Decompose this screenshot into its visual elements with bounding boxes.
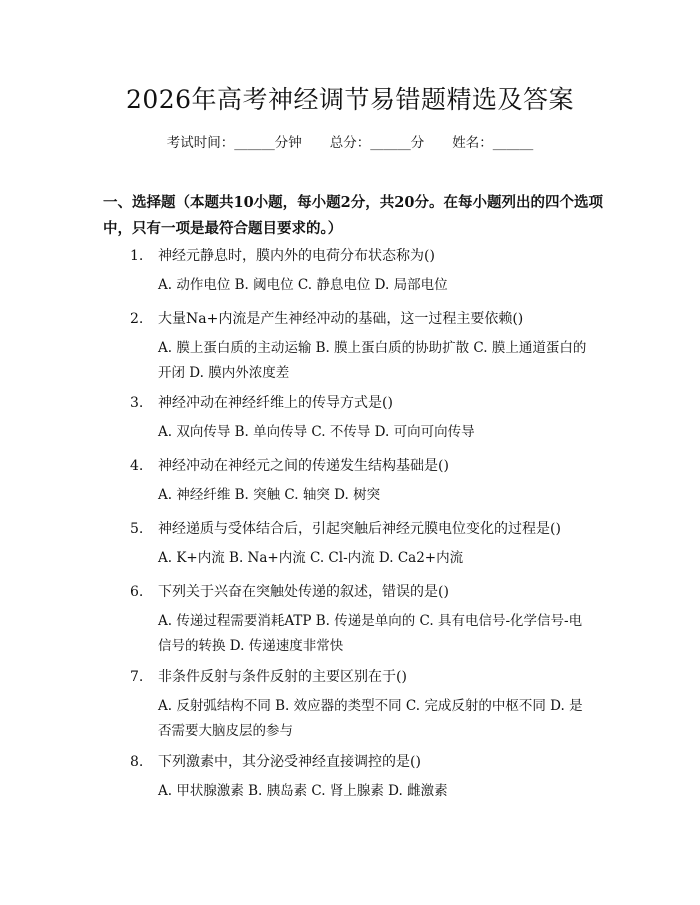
question-5 bbox=[130, 518, 561, 538]
options-text: A. 甲状腺激素 B. 胰岛素 C. 肾上腺素 D. 雌激素 bbox=[158, 783, 448, 799]
question-5-options bbox=[103, 546, 595, 571]
options-text: A. 膜上蛋白质的主动运输 B. 膜上蛋白质的协助扩散 C. 膜上通道蛋白的开闭 D. 膜内外浓度差 bbox=[158, 340, 587, 381]
question-text: 下列激素中，其分泌受神经直接调控的是() bbox=[158, 754, 421, 770]
question-number: 7. bbox=[130, 669, 144, 685]
options-text: A. K+内流 B. Na+内流 C. Cl-内流 D. Ca2+内流 bbox=[158, 550, 464, 566]
question-number: 4. bbox=[130, 458, 144, 474]
page-title: 2026年高考神经调节易错题精选及答案 bbox=[125, 85, 575, 114]
question-text: 神经冲动在神经纤维上的传导方式是() bbox=[158, 395, 393, 411]
exam-meta bbox=[0, 131, 700, 151]
options-text: A. 双向传导 B. 单向传导 C. 不传导 D. 可向可向传导 bbox=[158, 424, 475, 440]
question-7 bbox=[130, 666, 407, 686]
question-6-options bbox=[103, 609, 595, 659]
options-text: A. 反射弧结构不同 B. 效应器的类型不同 C. 完成反射的中枢不同 D. 是否需要大脑皮层的参与 bbox=[158, 698, 583, 739]
question-2-options bbox=[103, 336, 595, 386]
question-text: 下列关于兴奋在突触处传递的叙述，错误的是() bbox=[158, 584, 449, 600]
question-number: 3. bbox=[130, 395, 144, 411]
question-number: 8. bbox=[130, 754, 144, 770]
question-text: 神经元静息时，膜内外的电荷分布状态称为() bbox=[158, 248, 435, 264]
question-text: 非条件反射与条件反射的主要区别在于() bbox=[158, 669, 407, 685]
student-name-field: 姓名：______ bbox=[452, 135, 534, 151]
question-6 bbox=[130, 581, 449, 601]
question-7-options bbox=[103, 694, 595, 744]
question-2 bbox=[130, 308, 523, 328]
question-4-options bbox=[103, 483, 595, 508]
question-text: 大量Na+内流是产生神经冲动的基础，这一过程主要依赖() bbox=[158, 311, 524, 327]
question-number: 1. bbox=[130, 248, 144, 264]
options-text: A. 传递过程需要消耗ATP B. 传递是单向的 C. 具有电信号-化学信号-电信号的转换 D. 传递速度非常快 bbox=[158, 613, 583, 654]
question-number: 5. bbox=[130, 521, 144, 537]
exam-time-field: 考试时间：______分钟 bbox=[166, 135, 302, 151]
options-text: A. 动作电位 B. 阈电位 C. 静息电位 D. 局部电位 bbox=[158, 277, 448, 293]
question-text: 神经递质与受体结合后，引起突触后神经元膜电位变化的过程是() bbox=[158, 521, 561, 537]
total-score-field: 总分：______分 bbox=[329, 135, 425, 151]
question-4 bbox=[130, 455, 449, 475]
question-8-options bbox=[103, 779, 595, 804]
question-3 bbox=[130, 392, 393, 412]
options-text: A. 神经纤维 B. 突触 C. 轴突 D. 树突 bbox=[158, 487, 381, 503]
question-1 bbox=[130, 245, 435, 265]
question-8 bbox=[130, 751, 421, 771]
question-text: 神经冲动在神经元之间的传递发生结构基础是() bbox=[158, 458, 449, 474]
question-3-options bbox=[103, 420, 595, 445]
section-heading: 一、选择题（本题共10小题，每小题2分，共20分。在每小题列出的四个选项中，只有一项是最符合题目要求的。） bbox=[103, 194, 603, 237]
question-number: 2. bbox=[130, 311, 144, 327]
question-1-options bbox=[103, 273, 595, 298]
question-number: 6. bbox=[130, 584, 144, 600]
